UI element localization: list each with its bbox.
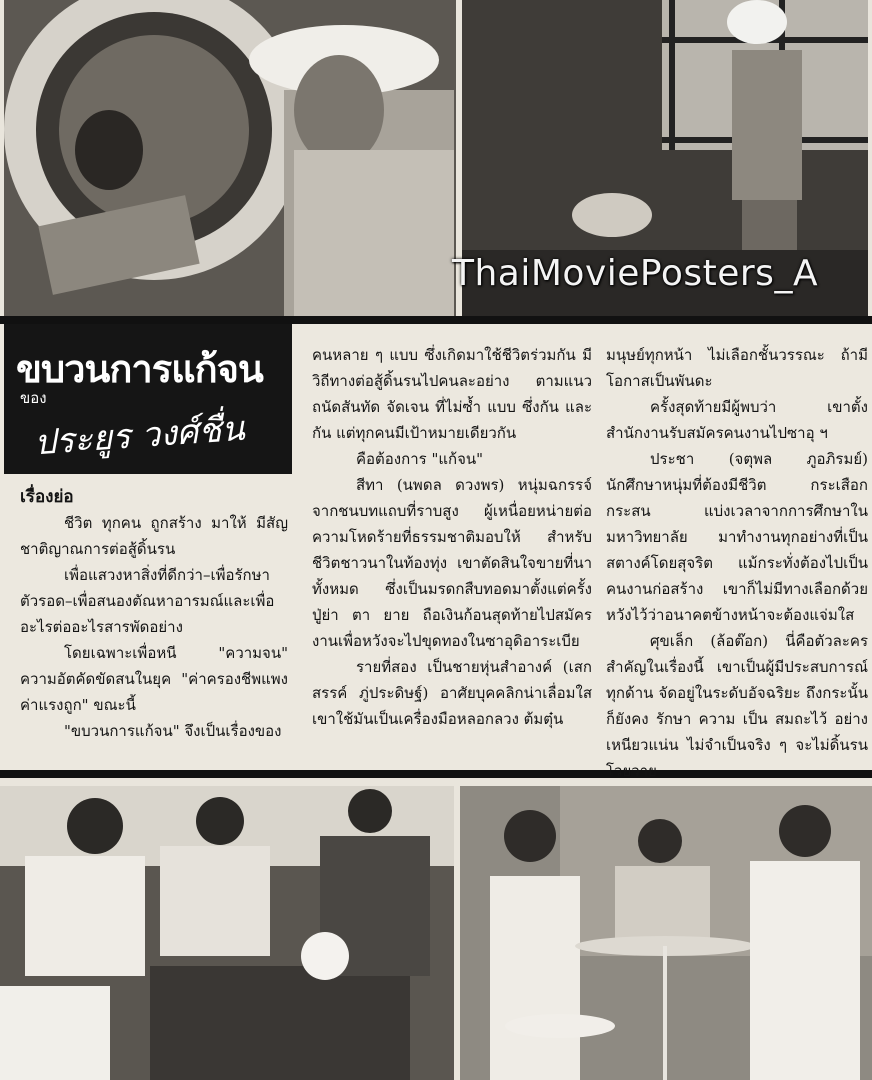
article-column-2 [312, 342, 592, 732]
paragraph: คือต้องการ "แก้จน" [356, 450, 484, 468]
paragraph: ครั้งสุดท้ายมีผู้พบว่า เขาตั้งสำนักงานรับสมัครคนงานไปซาอุ ฯ [606, 398, 868, 442]
photo-top-left-art [4, 0, 456, 316]
article-title: ขบวนการแก้จน [16, 347, 263, 391]
photo-bottom-right-art [460, 786, 872, 1080]
article-column-3 [606, 342, 868, 784]
paragraph: ศุขเล็ก (ล้อต๊อก) นี่คือตัวละครสำคัญในเรื่องนี้ เขาเป็นผู้มีประสบการณ์ทุกด้าน จัดอยู่ในระดับอัจฉริยะ ถึงกระนั้นก็ยังคง รักษา ความ เป็น สมถะไว้ อย่าง เหนียวแน่น ไม่จำเป็นจริง ๆ จะไม่ดิ้นรนโวยวาย [606, 632, 868, 780]
article-author: ประยูร วงศ์ชื่น [32, 408, 246, 464]
paragraph: ชีวิต ทุกคน ถูกสร้าง มาให้ มีสัญ ชาติญาณการต่อสู้ดิ้นรน [20, 514, 288, 558]
watermark: ThaiMoviePosters_A [452, 253, 819, 294]
title-box [4, 324, 292, 474]
photo-top-left [4, 0, 456, 316]
article-title-of: ของ [20, 389, 47, 407]
paragraph: "ขบวนการแก้จน" จึงเป็นเรื่องของ [64, 722, 282, 740]
photo-bottom-left [0, 786, 454, 1080]
paragraph: มนุษย์ทุกหน้า ไม่เลือกชั้นวรรณะ ถ้ามีโอกาสเป็นพันดะ [606, 346, 868, 390]
synopsis-heading: เรื่องย่อ [20, 487, 74, 507]
paragraph: คนหลาย ๆ แบบ ซึ่งเกิดมาใช้ชีวิตร่วมกัน มีวิถีทางต่อสู้ดิ้นรนไปคนละอย่าง ตามแนวถนัดสันทัด จัดเจน ที่ไม่ซ้ำ แบบ ซึ่งกัน และกัน แต่ทุกคนมีเป้าหมายเดียวกัน [312, 346, 592, 442]
paragraph: สีทา (นพดล ดวงพร) หนุ่มฉกรรจ์จากชนบทแถบที่ราบสูง ผู้เหนื่อยหน่ายต่อความโหดร้ายที่ธรรมชาติมอบให้ สำหรับชีวิตชาวนาในท้องทุ่ง เขาตัดสินใจขายที่นาทั้งหมด ซึ่งเป็นมรดกสืบทอดมาตั้งแต่ครั้งปู่ย่า ตา ยาย ถือเงินก้อนสุดท้ายไปสมัครงานเพื่อหวังจะไปขุดทองในซาอุดิอาระเบีย [312, 476, 592, 650]
photo-bottom-left-art [0, 786, 454, 1080]
paragraph: รายที่สอง เป็นชายหุ่นสำอางค์ (เสกสรรค์ ภู่ประดิษฐ์) อาศัยบุคคลิกน่าเลื่อมใส เขาใช้มันเป็นเครื่องมือหลอกลวง ต้มตุ๋น [312, 658, 592, 728]
paragraph: เพื่อแสวงหาสิ่งที่ดีกว่า–เพื่อรักษาตัวรอด–เพื่อสนองตัณหาอารมณ์และเพื่ออะไรต่ออะไรสารพัดอย่าง [20, 566, 275, 636]
paragraph: โดยเฉพาะเพื่อหนี "ความจน" ความอัตคัดขัดสนในยุค "ค่าครองชีพแพง ค่าแรงถูก" ขณะนี้ [20, 644, 288, 714]
photo-bottom-right [460, 786, 872, 1080]
paragraph: ประชา (จตุพล ภูอภิรมย์) นักศึกษาหนุ่มที่ต้องมีชีวิต กระเสือก กระสน แบ่งเวลาจากการศึกษาในมหาวิทยาลัย มาทำงานทุกอย่างที่เป็นสตางค์โดยสุจริต แม้กระทั่งต้องไปเป็นคนงานก่อสร้าง เขาก็ไม่มีทางเลือกด้วยหวังไว้ว่าอนาคตข้างหน้าจะต้องแจ่มใส [606, 450, 868, 624]
article-column-1 [20, 484, 288, 744]
